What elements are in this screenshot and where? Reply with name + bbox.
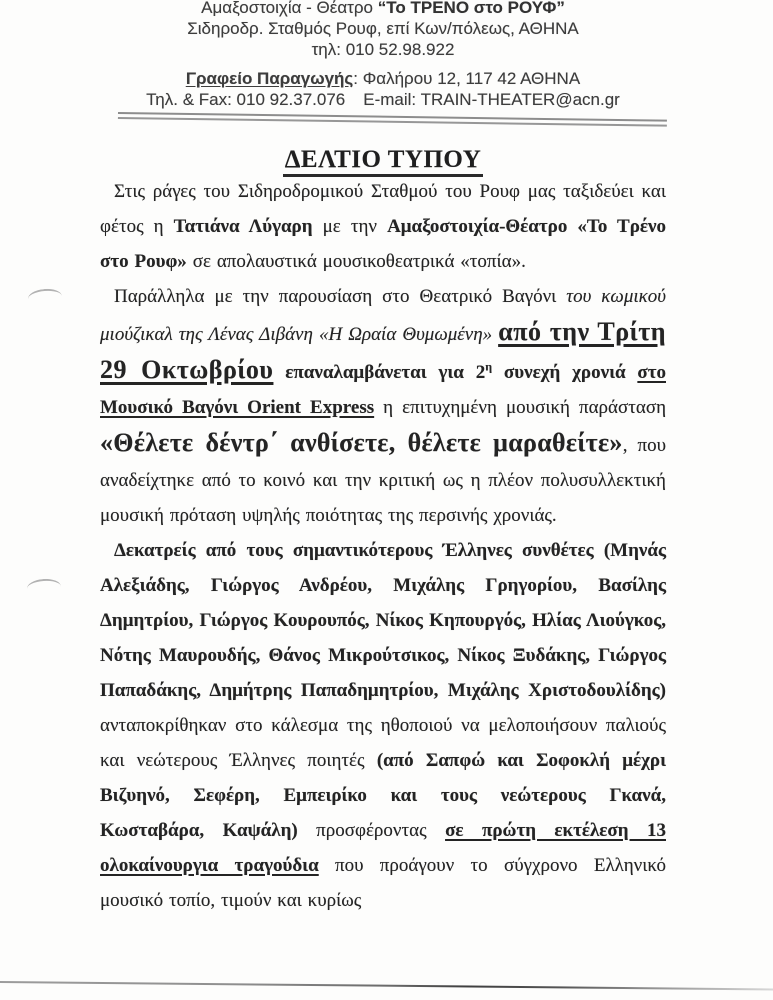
paragraph-intro: [100, 174, 666, 279]
production-office-address: : Φαλήρου 12, 117 42 ΑΘΗΝΑ: [353, 69, 581, 88]
letterhead-theater-line: [100, 0, 666, 18]
text-segment: προσφέροντας: [297, 820, 446, 841]
letterhead-phone: τηλ: 010 52.98.922: [311, 40, 455, 59]
text-segment-superscript: η: [485, 359, 493, 374]
letterhead-address: Σιδηροδρ. Σταθμός Ρουφ, επί Κων/πόλεως, ΑΘΗΝΑ: [187, 19, 579, 38]
production-office-label: Γραφείο Παραγωγής: [185, 69, 354, 88]
letterhead: [100, 0, 666, 110]
text-segment: που προάγουν το σύγχρονο Ελληνικό μουσικό τοπίο, τιμούν και κυρίως: [100, 855, 667, 911]
theater-name-prefix: Αμαξοστοιχία - Θέατρο: [201, 0, 378, 17]
text-segment-show-title: «Θέλετε δέντρ΄ ανθίσετε, θέλετε μαραθείτε»: [100, 428, 623, 457]
text-segment: Παράλληλα με την παρουσίαση στο Θεατρικό Βαγόνι: [114, 286, 567, 307]
tel-fax: Τηλ. & Fax: 010 92.37.076: [146, 90, 346, 109]
document-content: [100, 0, 666, 918]
press-release-title: ΔΕΛΤΙΟ ΤΥΠΟΥ: [100, 146, 666, 174]
paragraph-show-announcement: [100, 279, 666, 533]
text-segment: Στις ράγες του Σιδηροδρομικού Σταθμού του Ρουφ μας ταξιδεύει και φέτος η: [100, 181, 666, 237]
scan-edge-line: [0, 981, 773, 991]
text-segment: σε απολαυστικά μουσικοθεατρικά «τοπία».: [186, 251, 526, 272]
text-segment: με την: [312, 216, 388, 237]
scan-mark-arc-lower: [26, 578, 61, 597]
email: E-mail: TRAIN-THEATER@acn.gr: [363, 90, 620, 109]
text-segment-theater-name: Αμαξοστοιχία-Θέατρο «Το Τρένο στο Ρουφ»: [100, 216, 667, 272]
text-segment-premiere-date: από την Τρίτη 29 Οκτωβρίου: [100, 317, 666, 384]
text-segment: ανταποκρίθηκαν στο κάλεσμα της ηθοποιού να μελοποιήσουν παλιούς και νεώτερους Έλληνες ποιητές: [100, 715, 666, 771]
paragraph-composers: [100, 533, 666, 918]
text-segment-venue: στο Μουσικό Βαγόνι Orient Express: [100, 362, 666, 418]
text-segment: , που αναδείχτηκε από το κοινό και την κριτική ως η πλέον πολυσυλλεκτική μουσική πρόταση υψηλής ποιότητας της περσινής χρονιάς.: [100, 435, 666, 526]
text-segment: συνεχή χρονιά: [492, 362, 638, 383]
text-segment-poets-list: (από Σαπφώ και Σοφοκλή μέχρι Βιζυηνό, Σεφέρη, Εμπειρίκο και τους νεώτερους Γκανά, Κωσταβάρα, Καψάλη): [100, 750, 666, 841]
production-office-line: [100, 68, 666, 89]
text-segment-new-songs: σε πρώτη εκτέλεση 13 ολοκαίνουργια τραγούδια: [100, 820, 666, 876]
theater-name: “Το ΤΡΕΝΟ στο ΡΟΥΦ”: [377, 0, 565, 17]
text-segment: επαναλαμβάνεται για 2: [273, 362, 486, 383]
scan-mark-arc-upper: [27, 288, 62, 308]
text-segment: η επιτυχημένη μουσική παράσταση: [374, 397, 667, 418]
contact-line: [100, 89, 666, 110]
text-segment-actress-name: Τατιάνα Λύγαρη: [173, 216, 313, 237]
text-segment-composers-list: Δεκατρείς από τους σημαντικότερους Έλληνες συνθέτες (Μηνάς Αλεξιάδης, Γιώργος Ανδρέου, Μιχάλης Γρηγορίου, Βασίλης Δημητρίου, Γιώργος Κουρουπός, Νίκος Κηπουργός, Ηλίας Λιούγκος, Νότης Μαυρουδής, Θάνος Μικρούτσικος, Νίκος Ξυδάκης, Γιώργος Παπαδάκης, Δημήτρης Παπαδημητρίου, Μιχάλης Χριστοδουλίδης): [100, 540, 666, 701]
text-segment-musical-title: του κωμικού μιούζικαλ της Λένας Διβάνη «Η Ωραία Θυμωμένη»: [100, 286, 666, 345]
